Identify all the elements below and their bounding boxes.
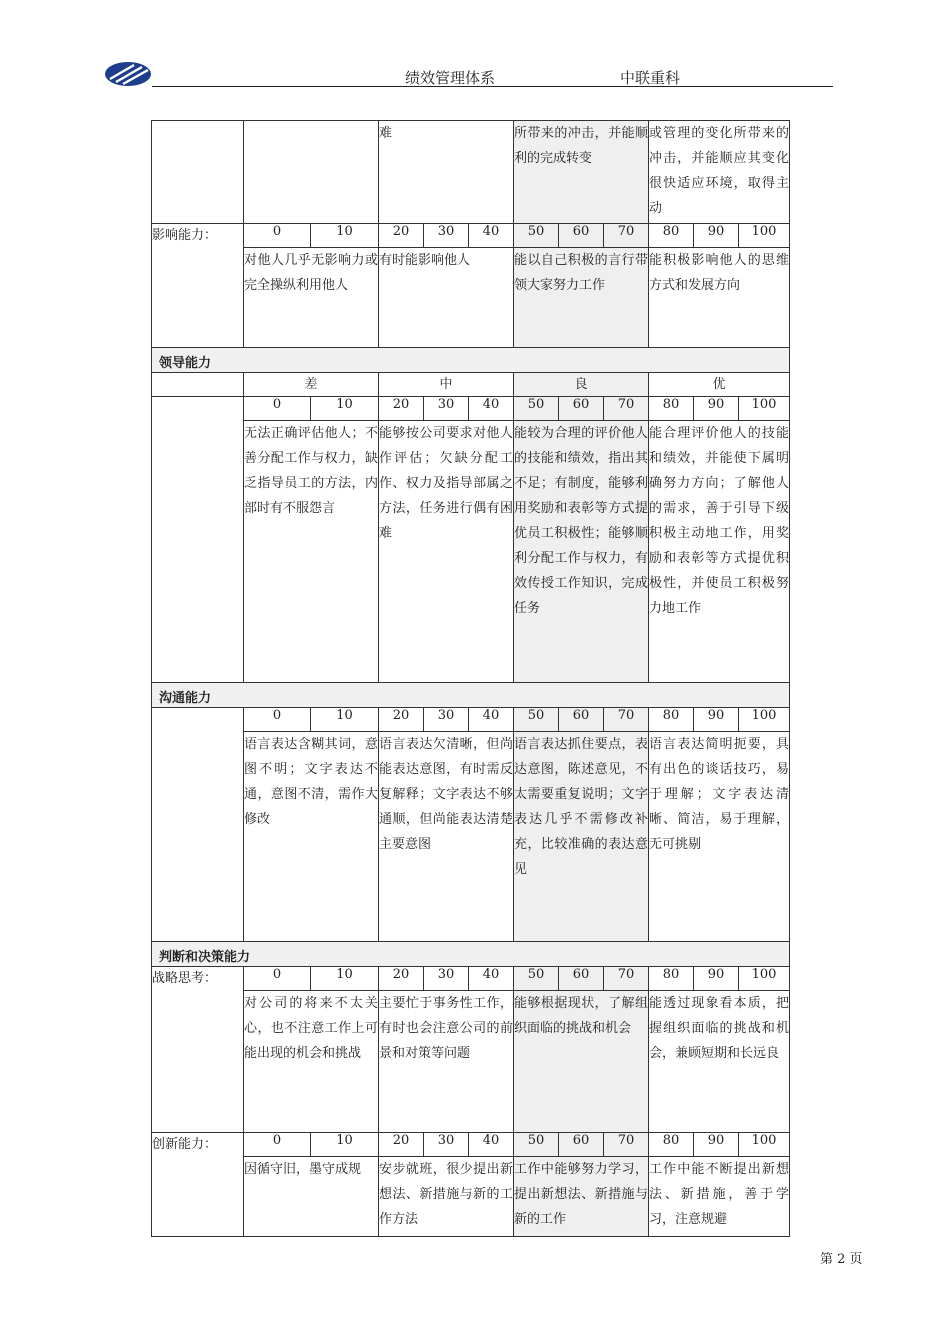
score-cell: 50 bbox=[514, 967, 559, 991]
score-cell: 30 bbox=[424, 397, 469, 421]
scale-row bbox=[152, 967, 790, 991]
blank-cell bbox=[152, 708, 244, 942]
score-cell: 40 bbox=[469, 967, 514, 991]
section-title: 判断和决策能力 bbox=[152, 942, 790, 967]
score-cell: 40 bbox=[469, 397, 514, 421]
desc-excellent: 能合理评价他人的技能和绩效，并能使下属明确努力方向；了解他人的需求，善于引导下级积极主动地工作，用奖励和表彰等方式提优积极性，并使员工积极努力地工作 bbox=[649, 421, 790, 683]
continued-row bbox=[152, 121, 790, 224]
section-title: 领导能力 bbox=[152, 348, 790, 373]
score-cell: 20 bbox=[379, 1133, 424, 1157]
score-cell: 60 bbox=[559, 397, 604, 421]
scale-row bbox=[152, 1133, 790, 1157]
score-cell: 30 bbox=[424, 708, 469, 732]
score-cell: 100 bbox=[739, 1133, 790, 1157]
page-header bbox=[100, 56, 833, 88]
desc-excellent: 能透过现象看本质，把握组织面临的挑战和机会，兼顾短期和长远良 bbox=[649, 991, 790, 1133]
score-cell: 90 bbox=[694, 397, 739, 421]
blank-cell bbox=[152, 373, 244, 397]
desc-fair: 主要忙于事务性工作，有时也会注意公司的前景和对策等问题 bbox=[379, 991, 514, 1133]
company-logo-icon bbox=[104, 60, 152, 88]
desc-excellent: 工作中能不断提出新想法、新措施，善于学习，注意规避 bbox=[649, 1157, 790, 1237]
score-cell: 10 bbox=[311, 1133, 379, 1157]
desc-fair: 安步就班，很少提出新想法、新措施与新的工作方法 bbox=[379, 1157, 514, 1237]
desc-good: 语言表达抓住要点，表达意图，陈述意见，不太需要重复说明；文字表达几乎不需修改补充，比较准确的表达意见 bbox=[514, 732, 649, 942]
score-cell: 100 bbox=[739, 967, 790, 991]
blank-cell bbox=[152, 121, 244, 224]
desc-excellent: 能积极影响他人的思维方式和发展方向 bbox=[649, 248, 790, 348]
score-cell: 10 bbox=[311, 224, 379, 248]
desc-excellent: 语言表达简明扼要，具有出色的谈话技巧，易于理解；文字表达清晰、简洁，易于理解，无可挑剔 bbox=[649, 732, 790, 942]
score-cell: 80 bbox=[649, 397, 694, 421]
score-cell: 80 bbox=[649, 708, 694, 732]
score-cell: 20 bbox=[379, 397, 424, 421]
score-cell: 30 bbox=[424, 224, 469, 248]
desc-good: 所带来的冲击，并能顺利的完成转变 bbox=[514, 121, 649, 224]
score-cell: 0 bbox=[244, 1133, 311, 1157]
header-rule bbox=[152, 86, 833, 87]
score-cell: 80 bbox=[649, 1133, 694, 1157]
score-cell: 60 bbox=[559, 224, 604, 248]
header-title: 绩效管理体系 bbox=[405, 69, 496, 87]
score-cell: 0 bbox=[244, 224, 311, 248]
scale-row bbox=[152, 224, 790, 248]
score-cell: 80 bbox=[649, 967, 694, 991]
grade-fair: 中 bbox=[379, 373, 514, 397]
score-cell: 20 bbox=[379, 967, 424, 991]
desc-good: 能较为合理的评价他人的技能和绩效，指出其不足；有制度，能够利用奖励和表彰等方式提优员工积极性；能够顺利分配工作与权力，有效传授工作知识，完成任务 bbox=[514, 421, 649, 683]
score-cell: 10 bbox=[311, 708, 379, 732]
score-cell: 100 bbox=[739, 397, 790, 421]
desc-good: 能够根据现状，了解组织面临的挑战和机会 bbox=[514, 991, 649, 1133]
desc-row bbox=[152, 991, 790, 1133]
score-cell: 10 bbox=[311, 397, 379, 421]
score-cell: 30 bbox=[424, 967, 469, 991]
evaluation-table bbox=[151, 120, 790, 1237]
score-cell: 50 bbox=[514, 224, 559, 248]
section-header-leadership bbox=[152, 348, 790, 373]
score-cell: 80 bbox=[649, 224, 694, 248]
grade-good: 良 bbox=[514, 373, 649, 397]
score-cell: 70 bbox=[604, 397, 649, 421]
grade-row bbox=[152, 373, 790, 397]
desc-good: 工作中能够努力学习，提出新想法、新措施与新的工作 bbox=[514, 1157, 649, 1237]
score-cell: 50 bbox=[514, 708, 559, 732]
section-header-communication bbox=[152, 683, 790, 708]
desc-fair: 语言表达欠清晰，但尚能表达意图，有时需反复解释；文字表达不够通顺，但尚能表达清楚主要意图 bbox=[379, 732, 514, 942]
score-cell: 70 bbox=[604, 1133, 649, 1157]
score-cell: 100 bbox=[739, 224, 790, 248]
score-cell: 60 bbox=[559, 967, 604, 991]
page-number: 第 2 页 bbox=[820, 1252, 863, 1267]
score-cell: 60 bbox=[559, 708, 604, 732]
score-cell: 90 bbox=[694, 967, 739, 991]
desc-excellent: 或管理的变化所带来的冲击，并能顺应其变化很快适应环境，取得主动 bbox=[649, 121, 790, 224]
blank-cell bbox=[244, 121, 379, 224]
score-cell: 70 bbox=[604, 708, 649, 732]
desc-fair: 有时能影响他人 bbox=[379, 248, 514, 348]
innovation-label: 创新能力： bbox=[152, 1133, 244, 1237]
score-cell: 10 bbox=[311, 967, 379, 991]
desc-poor: 无法正确评估他人；不善分配工作与权力，缺乏指导员工的方法，内部时有不服怨言 bbox=[244, 421, 379, 683]
score-cell: 30 bbox=[424, 1133, 469, 1157]
score-cell: 90 bbox=[694, 224, 739, 248]
score-cell: 0 bbox=[244, 708, 311, 732]
score-cell: 70 bbox=[604, 224, 649, 248]
desc-poor: 因循守旧，墨守成规 bbox=[244, 1157, 379, 1237]
score-cell: 0 bbox=[244, 967, 311, 991]
score-cell: 50 bbox=[514, 1133, 559, 1157]
desc-row bbox=[152, 421, 790, 683]
strategy-label: 战略思考： bbox=[152, 967, 244, 1133]
desc-poor: 语言表达含糊其词，意图不明；文字表达不通，意图不清，需作大修改 bbox=[244, 732, 379, 942]
score-cell: 0 bbox=[244, 397, 311, 421]
scale-row bbox=[152, 397, 790, 421]
section-header-judgment bbox=[152, 942, 790, 967]
scale-row bbox=[152, 708, 790, 732]
score-cell: 70 bbox=[604, 967, 649, 991]
desc-row bbox=[152, 248, 790, 348]
score-cell: 40 bbox=[469, 224, 514, 248]
score-cell: 100 bbox=[739, 708, 790, 732]
grade-poor: 差 bbox=[244, 373, 379, 397]
score-cell: 40 bbox=[469, 708, 514, 732]
score-cell: 90 bbox=[694, 1133, 739, 1157]
header-company: 中联重科 bbox=[620, 69, 681, 87]
score-cell: 20 bbox=[379, 708, 424, 732]
desc-poor: 对他人几乎无影响力或完全操纵利用他人 bbox=[244, 248, 379, 348]
score-cell: 40 bbox=[469, 1133, 514, 1157]
desc-fair: 能够按公司要求对他人作评估；欠缺分配工作、权力及指导部属之方法，任务进行偶有困难 bbox=[379, 421, 514, 683]
influence-label: 影响能力： bbox=[152, 224, 244, 348]
score-cell: 60 bbox=[559, 1133, 604, 1157]
desc-fair: 难 bbox=[379, 121, 514, 224]
desc-row bbox=[152, 732, 790, 942]
grade-excellent: 优 bbox=[649, 373, 790, 397]
score-cell: 50 bbox=[514, 397, 559, 421]
score-cell: 90 bbox=[694, 708, 739, 732]
desc-row bbox=[152, 1157, 790, 1237]
score-cell: 20 bbox=[379, 224, 424, 248]
section-title: 沟通能力 bbox=[152, 683, 790, 708]
blank-cell bbox=[152, 397, 244, 683]
desc-good: 能以自己积极的言行带领大家努力工作 bbox=[514, 248, 649, 348]
desc-poor: 对公司的将来不太关心，也不注意工作上可能出现的机会和挑战 bbox=[244, 991, 379, 1133]
